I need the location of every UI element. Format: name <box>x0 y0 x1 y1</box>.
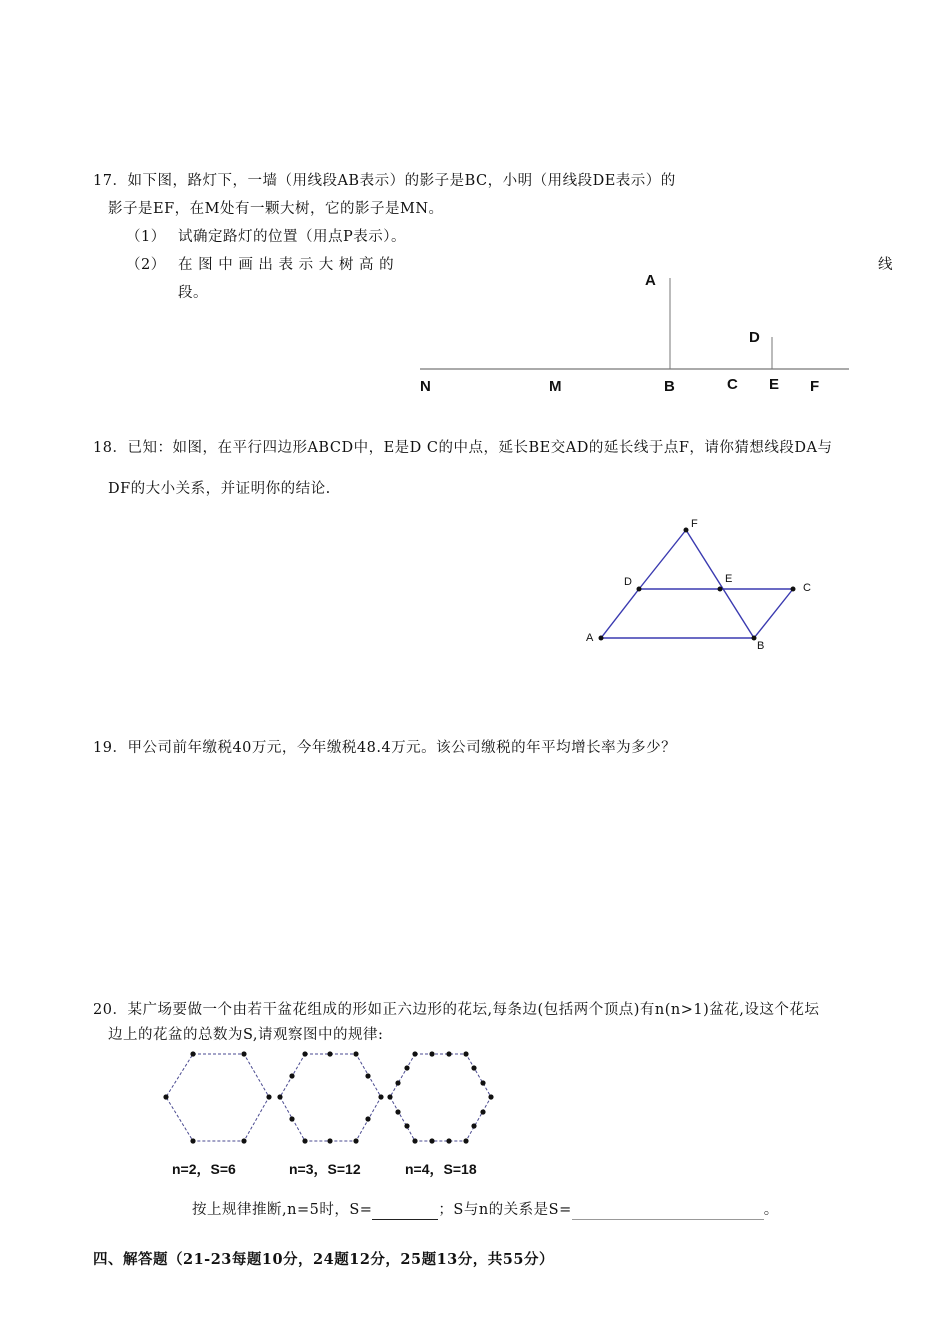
hexagon-n3-dots <box>277 1051 383 1143</box>
point-c <box>791 587 796 592</box>
hexagon-n3 <box>280 1054 381 1141</box>
q17-line-1: 17．如下图，路灯下，一墙（用线段AB表示）的影子是BC，小明（用线段DE表示）的 <box>93 173 676 189</box>
q17-item2-text: 在 图 中 画 出 表 示 大 树 高 的 <box>178 257 395 273</box>
q17-item1-text: 试确定路灯的位置（用点P表示）。 <box>178 229 407 245</box>
q18-label-f: F <box>691 518 698 530</box>
q20-answer-prefix: 按上规律推断,n=5时，S= <box>192 1202 373 1218</box>
q20-caption-n3: n=3，S=12 <box>289 1161 361 1177</box>
q18-label-d: D <box>624 576 632 588</box>
q18-line-2: DF的大小关系，并证明你的结论. <box>108 481 331 497</box>
segment-fb <box>686 530 754 638</box>
q20-line-2: 边上的花盆的总数为S,请观察图中的规律: <box>108 1027 384 1043</box>
hexagon-n4-dots <box>387 1051 493 1143</box>
q17-label-n: N <box>420 378 431 395</box>
q20-blank-formula[interactable] <box>572 1204 764 1220</box>
hexagon-n2-dots <box>163 1051 271 1143</box>
q20-answer-mid: ；S与n的关系是S= <box>438 1202 572 1218</box>
q20-line-1: 20．某广场要做一个由若干盆花组成的形如正六边形的花坛,每条边(包括两个顶点)有n(n>1)盆花,设这个花坛 <box>93 1002 820 1018</box>
q17-label-b: B <box>664 378 675 395</box>
q17-label-c: C <box>727 376 738 393</box>
q17-label-e: E <box>769 376 780 393</box>
hexagon-n2 <box>166 1054 269 1141</box>
q18-label-a: A <box>586 632 594 644</box>
q17-item2-text-cont: 段。 <box>178 285 208 301</box>
section4-heading <box>93 1250 554 1270</box>
q17-label-m: M <box>549 378 562 395</box>
q20-caption-n2: n=2，S=6 <box>172 1161 236 1177</box>
q18-label-c: C <box>803 582 811 594</box>
section4-detail: （21-23每题10分，24题12分，25题13分，共55分） <box>168 1251 554 1268</box>
q17-item2-number: （2） <box>126 257 166 273</box>
q17-item2-text-end: 线 <box>878 257 893 273</box>
segment-ad <box>601 589 639 638</box>
q19-line-1: 19．甲公司前年缴税40万元，今年缴税48.4万元。该公司缴税的年平均增长率为多少？ <box>93 740 677 756</box>
point-b <box>752 636 757 641</box>
q18-label-e: E <box>725 573 733 585</box>
q20-caption-n4: n=4，S=18 <box>405 1161 477 1177</box>
point-d <box>637 587 642 592</box>
segment-df <box>639 530 686 589</box>
section4-title: 四、解答题 <box>93 1251 168 1268</box>
segment-bc <box>754 589 793 638</box>
q20-answer-end: 。 <box>763 1202 779 1218</box>
q18-line-1: 18．已知：如图，在平行四边形ABCD中，E是D C的中点，延长BE交AD的延长线于点F，请你猜想线段DA与 <box>93 440 833 456</box>
q20-blank-s5[interactable] <box>372 1204 438 1220</box>
q17-label-f: F <box>810 378 820 395</box>
q17-item1-number: （1） <box>126 229 166 245</box>
point-e <box>718 587 723 592</box>
point-a <box>599 636 604 641</box>
q20-answer-line <box>192 1200 779 1220</box>
q17-label-a: A <box>645 272 656 289</box>
q18-label-b: B <box>757 640 765 652</box>
hexagon-n4 <box>390 1054 491 1141</box>
point-f <box>684 528 689 533</box>
q17-line-2: 影子是EF，在M处有一颗大树，它的影子是MN。 <box>108 201 444 217</box>
q17-label-d: D <box>749 329 760 346</box>
